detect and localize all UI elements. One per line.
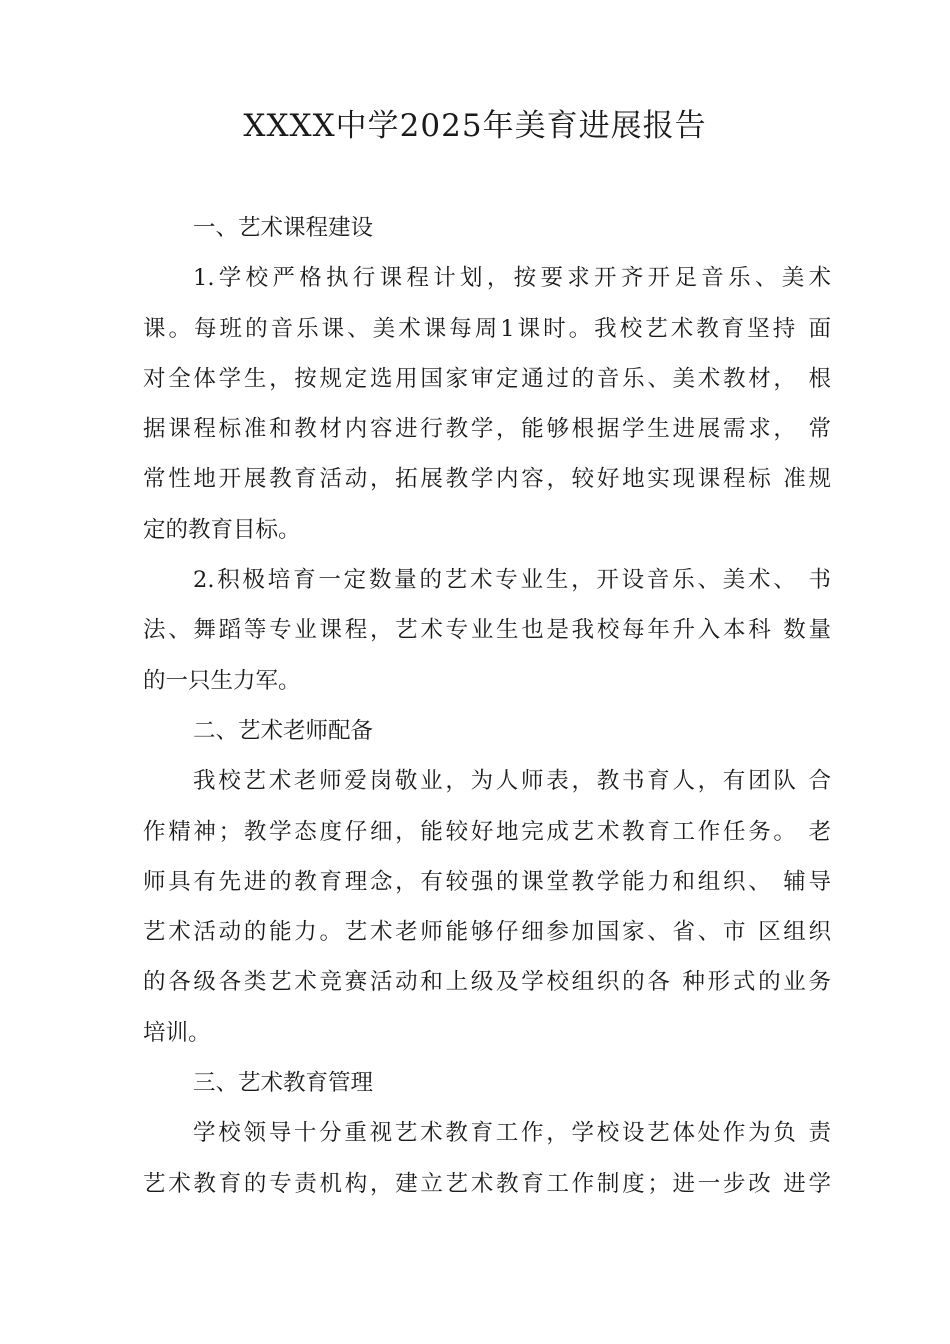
section-heading (143, 203, 831, 253)
paragraph-line: 培训。 (143, 1019, 211, 1046)
section-heading-text: 二、艺术老师配备 (193, 717, 374, 744)
paragraph-line: 课。每班的音乐课、美术课每周1课时。我校艺术教育坚持 面 (143, 315, 831, 342)
paragraph (143, 1108, 831, 1209)
document-title: XXXX中学2025年美育进展报告 (243, 108, 707, 144)
paragraph-line: 据课程标准和教材内容进行教学，能够根据学生进展需求， 常 (143, 416, 831, 443)
section-heading (143, 706, 831, 756)
paragraph-line: 作精神；教学态度仔细，能较好地完成艺术教育工作任务。 老 (143, 818, 831, 845)
paragraph (143, 555, 831, 706)
paragraph-line: 艺术活动的能力。艺术老师能够仔细参加国家、省、市 区组织 (143, 919, 831, 946)
section-heading-text: 三、艺术教育管理 (193, 1070, 374, 1097)
paragraph-line: 常性地开展教育活动，拓展教学内容，较好地实现课程标 准规 (143, 466, 831, 493)
paragraph-line: 法、舞蹈等专业课程，艺术专业生也是我校每年升入本科 数量 (143, 617, 831, 644)
document-body (143, 203, 831, 1209)
paragraph (143, 253, 831, 555)
paragraph-line: 的一只生力军。 (143, 667, 301, 694)
paragraph-line: 我校艺术老师爱岗敬业，为人师表，教书育人，有团队 合 (193, 768, 831, 795)
paragraph (143, 756, 831, 1058)
paragraph-line: 的各级各类艺术竞赛活动和上级及学校组织的各 种形式的业务 (143, 969, 831, 996)
section-heading (143, 1058, 831, 1108)
paragraph-line: 学校领导十分重视艺术教育工作，学校设艺体处作为负 责 (193, 1120, 831, 1147)
paragraph-line: 师具有先进的教育理念，有较强的课堂教学能力和组织、 辅导 (143, 868, 831, 895)
section-heading-text: 一、艺术课程建设 (193, 215, 374, 241)
paragraph-line: 1.学校严格执行课程计划，按要求开齐开足音乐、美术 (193, 265, 831, 292)
paragraph-line: 艺术教育的专责机构，建立艺术教育工作制度；进一步改 进学 (143, 1170, 831, 1197)
paragraph-line: 定的教育目标。 (143, 516, 301, 543)
paragraph-line: 对全体学生，按规定选用国家审定通过的音乐、美术教材， 根 (143, 365, 831, 392)
paragraph-line: 2.积极培育一定数量的艺术专业生，开设音乐、美术、 书 (193, 567, 831, 594)
